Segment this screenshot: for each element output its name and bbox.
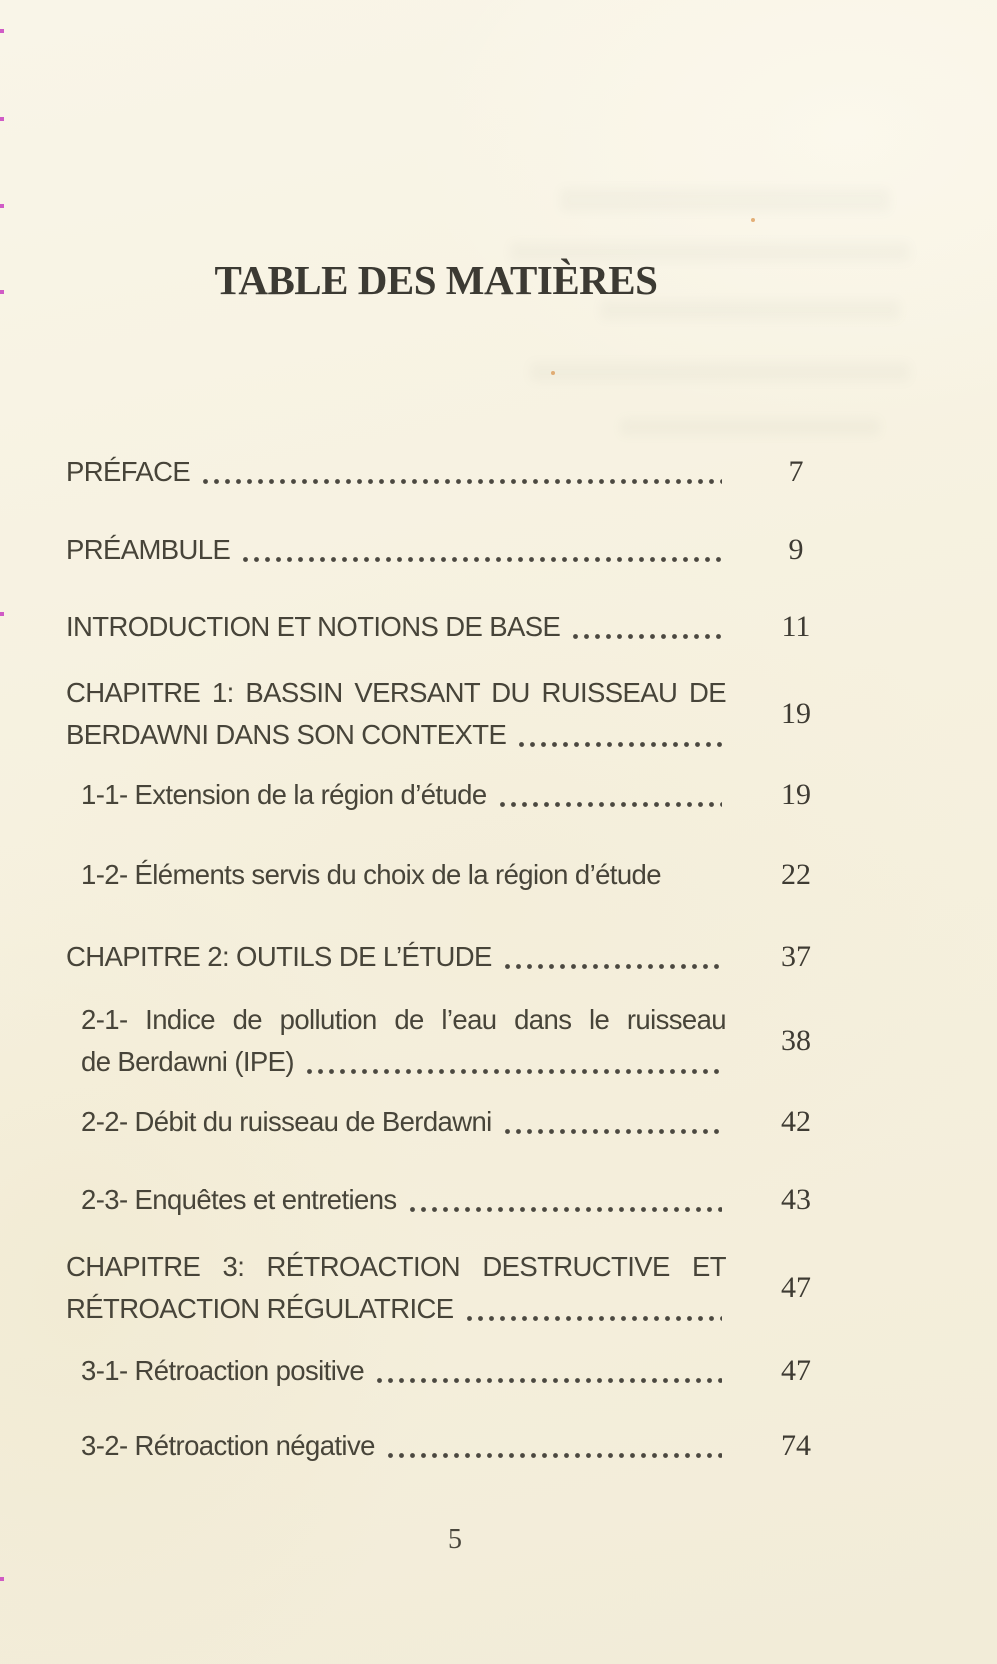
bleed-through-artifact <box>560 188 890 212</box>
toc-entry-text: INTRODUCTION ET NOTIONS DE BASE <box>66 611 561 642</box>
toc-entry-page-number: 11 <box>781 610 811 643</box>
toc-entry-label <box>66 451 726 493</box>
dot-leader <box>407 1179 722 1221</box>
toc-entry-line <box>66 529 726 571</box>
toc-entry-label <box>66 1425 726 1467</box>
scan-edge-artifact <box>0 29 4 33</box>
scan-edge-artifact <box>0 204 4 208</box>
toc-entry-text: PRÉAMBULE <box>66 534 231 565</box>
toc-entry-label <box>66 1179 726 1221</box>
toc-entry-page-number: 43 <box>781 1183 811 1216</box>
toc-entry <box>66 999 866 1083</box>
toc-entry-line <box>81 1425 726 1467</box>
toc-entry-label <box>66 1246 726 1330</box>
toc-entry-label <box>66 1350 726 1392</box>
toc-entry-line <box>66 936 726 978</box>
toc-entry <box>66 854 866 896</box>
toc-entry-page-number: 9 <box>788 533 804 566</box>
toc-entry-page-number: 47 <box>781 1354 811 1387</box>
toc-entry-page-number: 38 <box>781 1024 811 1057</box>
toc-entry-line <box>81 1101 726 1143</box>
toc-entry-line <box>81 1350 726 1392</box>
toc-entry-line <box>66 714 726 756</box>
toc-entry-label <box>66 1101 726 1143</box>
toc-entry-page-number: 7 <box>788 455 804 488</box>
dot-leader <box>374 1350 722 1392</box>
toc-entry <box>66 1246 866 1330</box>
toc-entry <box>66 936 866 978</box>
toc-entry-line: CHAPITRE 1: BASSIN VERSANT DU RUISSEAU DE <box>66 677 726 708</box>
dot-leader <box>464 1288 722 1330</box>
toc-entry <box>66 1179 866 1221</box>
toc-entry-line: CHAPITRE 3: RÉTROACTION DESTRUCTIVE ET <box>66 1251 726 1282</box>
toc-entry <box>66 451 866 493</box>
toc-entry-page-number: 22 <box>781 858 811 891</box>
toc-entry-line <box>81 854 726 896</box>
toc-entry-line: 2-1- Indice de pollution de l’eau dans le ruisseau <box>81 1004 726 1035</box>
toc-entry-text: 2-2- Débit du ruisseau de Berdawni <box>81 1106 492 1137</box>
toc-entry-text: 3-2- Rétroaction négative <box>81 1430 375 1461</box>
dot-leader <box>516 714 722 756</box>
dot-leader <box>304 1041 722 1083</box>
toc-entry-label <box>66 936 726 978</box>
toc-entry-text: RÉTROACTION RÉGULATRICE <box>66 1293 454 1324</box>
toc-entry-page-number: 19 <box>781 778 811 811</box>
toc-entry-label <box>66 854 726 896</box>
bleed-through-artifact <box>620 418 880 436</box>
page-title: TABLE DES MATIÈRES <box>214 257 658 303</box>
scan-edge-artifact <box>0 1577 4 1581</box>
paper-speck <box>551 371 555 375</box>
toc-entry-label <box>66 529 726 571</box>
toc-entry-page-number: 37 <box>781 940 811 973</box>
toc-entry <box>66 672 866 756</box>
toc-entry-label <box>66 774 726 816</box>
toc-entry-label <box>66 999 726 1083</box>
scan-edge-artifact <box>0 612 4 616</box>
toc-entry-page-number: 47 <box>781 1271 811 1304</box>
toc-entry-text: de Berdawni (IPE) <box>81 1046 294 1077</box>
toc-entry-text: 1-1- Extension de la région d’étude <box>81 779 487 810</box>
dot-leader <box>502 936 722 978</box>
scan-edge-artifact <box>0 117 4 121</box>
toc-entry <box>66 606 866 648</box>
bleed-through-artifact <box>530 362 910 382</box>
toc-entry-text: 3-1- Rétroaction positive <box>81 1355 365 1386</box>
toc-entry-page-number: 42 <box>781 1105 811 1138</box>
toc-entry-line <box>81 774 726 816</box>
toc-entry <box>66 774 866 816</box>
toc-entry-text: BERDAWNI DANS SON CONTEXTE <box>66 719 507 750</box>
toc-entry-text: CHAPITRE 2: OUTILS DE L’ÉTUDE <box>66 941 492 972</box>
dot-leader <box>570 606 722 648</box>
toc-entry-line <box>81 1179 726 1221</box>
dot-leader <box>497 774 722 816</box>
toc-entry-page-number: 19 <box>781 697 811 730</box>
toc-entry-line <box>66 451 726 493</box>
toc-entry <box>66 1425 866 1467</box>
dot-leader <box>385 1425 722 1467</box>
dot-leader <box>240 529 722 571</box>
toc-entry-page-number: 74 <box>781 1429 811 1462</box>
toc-entry-line <box>81 1041 726 1083</box>
toc-entry <box>66 529 866 571</box>
toc-entry-label <box>66 606 726 648</box>
toc-entry-text: 2-3- Enquêtes et entretiens <box>81 1184 397 1215</box>
page-number-footer: 5 <box>448 1524 462 1555</box>
dot-leader <box>502 1101 722 1143</box>
toc-entry-text: PRÉFACE <box>66 456 191 487</box>
toc-entry-line <box>66 606 726 648</box>
toc-entry-text: 1-2- Éléments servis du choix de la région d’étude <box>81 859 661 890</box>
toc-entry <box>66 1101 866 1143</box>
toc-entry <box>66 1350 866 1392</box>
dot-leader <box>200 451 722 493</box>
toc-entry-line <box>66 1288 726 1330</box>
toc-entry-label <box>66 672 726 756</box>
paper-speck <box>751 218 755 222</box>
